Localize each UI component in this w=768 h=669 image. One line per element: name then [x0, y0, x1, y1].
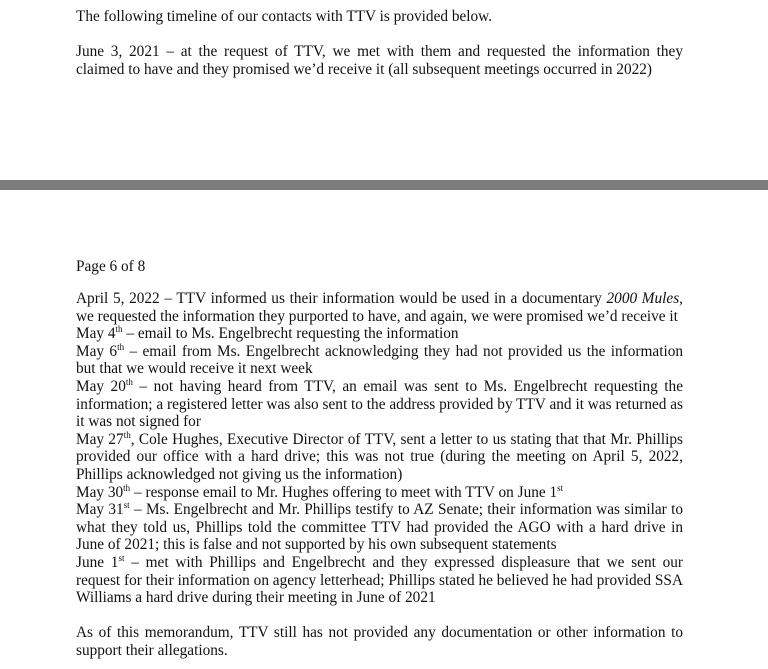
entry-date: May 20	[76, 377, 126, 395]
timeline-entry-june-1	[76, 554, 683, 607]
entry-text: – email to Ms. Engelbrecht requesting the information	[122, 325, 459, 343]
ordinal-suffix: th	[123, 482, 131, 493]
document-page-top	[0, 0, 768, 180]
timeline-entry-may-6	[76, 343, 683, 378]
entry-text: – not having heard from TTV, an email was sent to Ms. Engelbrecht requesting the information; a registered letter was also sent to the address provided by TTV and it was returned as it was not signed for	[76, 377, 683, 431]
timeline-entry-may-27	[76, 431, 683, 484]
timeline-intro: The following timeline of our contacts with TTV is provided below.	[76, 8, 493, 25]
timeline-list	[76, 290, 683, 607]
ordinal-suffix: th	[125, 376, 133, 387]
entry-text: April 5, 2022 – TTV informed us their information would be used in a documentary	[76, 290, 607, 307]
entry-date: May 6	[76, 342, 118, 360]
ordinal-suffix: st	[118, 552, 125, 563]
entry-date: May 31	[76, 501, 124, 519]
ordinal-suffix: th	[117, 341, 125, 352]
entry-date: May 27	[76, 430, 124, 448]
entry-text: – Ms. Engelbrecht and Mr. Phillips testify to AZ Senate; their information was similar to what they told us, Phillips told the committee TTV had provided the AGO with a hard drive in June of 2021; this is false and not supported by his own subsequent statements	[76, 501, 683, 554]
entry-text: – met with Phillips and Engelbrecht and they expressed displeasure that we sent our request for their information on agency letterhead; Phillips stated he believed he had provided SSA Williams a hard drive during their meeting in June of 2021	[76, 553, 683, 607]
entry-text: – response email to Mr. Hughes offering to meet with TTV on June 1	[130, 483, 558, 501]
entry-date: May 30	[76, 483, 124, 501]
timeline-entry-june-3-2021: June 3, 2021 – at the request of TTV, we met with them and requested the information they claimed to have and they promised we’d receive it (all subsequent meetings occurred in 2022)	[76, 43, 683, 78]
entry-text: , Cole Hughes, Executive Director of TTV, sent a letter to us stating that that Mr. Phillips provided our office with a hard drive; this was not true (during the meeting on April 5, 2022, Phillips acknowledged not giving us the information)	[76, 430, 683, 483]
entry-text: we requested the information they purported to have, and again, we were promised we’d receive it	[76, 307, 678, 325]
ordinal-suffix: th	[115, 324, 123, 335]
page-number: Page 6 of 8	[76, 258, 146, 275]
ordinal-suffix: th	[123, 429, 131, 440]
page-break-divider	[0, 180, 768, 190]
timeline-entry-may-30	[76, 484, 683, 502]
ordinal-suffix: st	[123, 500, 130, 511]
timeline-entry-may-20	[76, 378, 683, 431]
entry-date: May 4	[76, 325, 116, 343]
timeline-entry-april-5-2022	[76, 290, 683, 325]
ordinal-suffix: st	[557, 482, 564, 493]
documentary-title: 2000 Mules,	[606, 290, 683, 307]
timeline-entry-may-31	[76, 501, 683, 554]
timeline-entry-may-4	[76, 325, 683, 343]
closing-paragraph: As of this memorandum, TTV still has not provided any documentation or other information to support their allegations.	[76, 624, 683, 659]
entry-date: June 1	[76, 553, 119, 571]
entry-text: – email from Ms. Engelbrecht acknowledging they had not provided us the information but that we would receive it next week	[76, 342, 683, 378]
